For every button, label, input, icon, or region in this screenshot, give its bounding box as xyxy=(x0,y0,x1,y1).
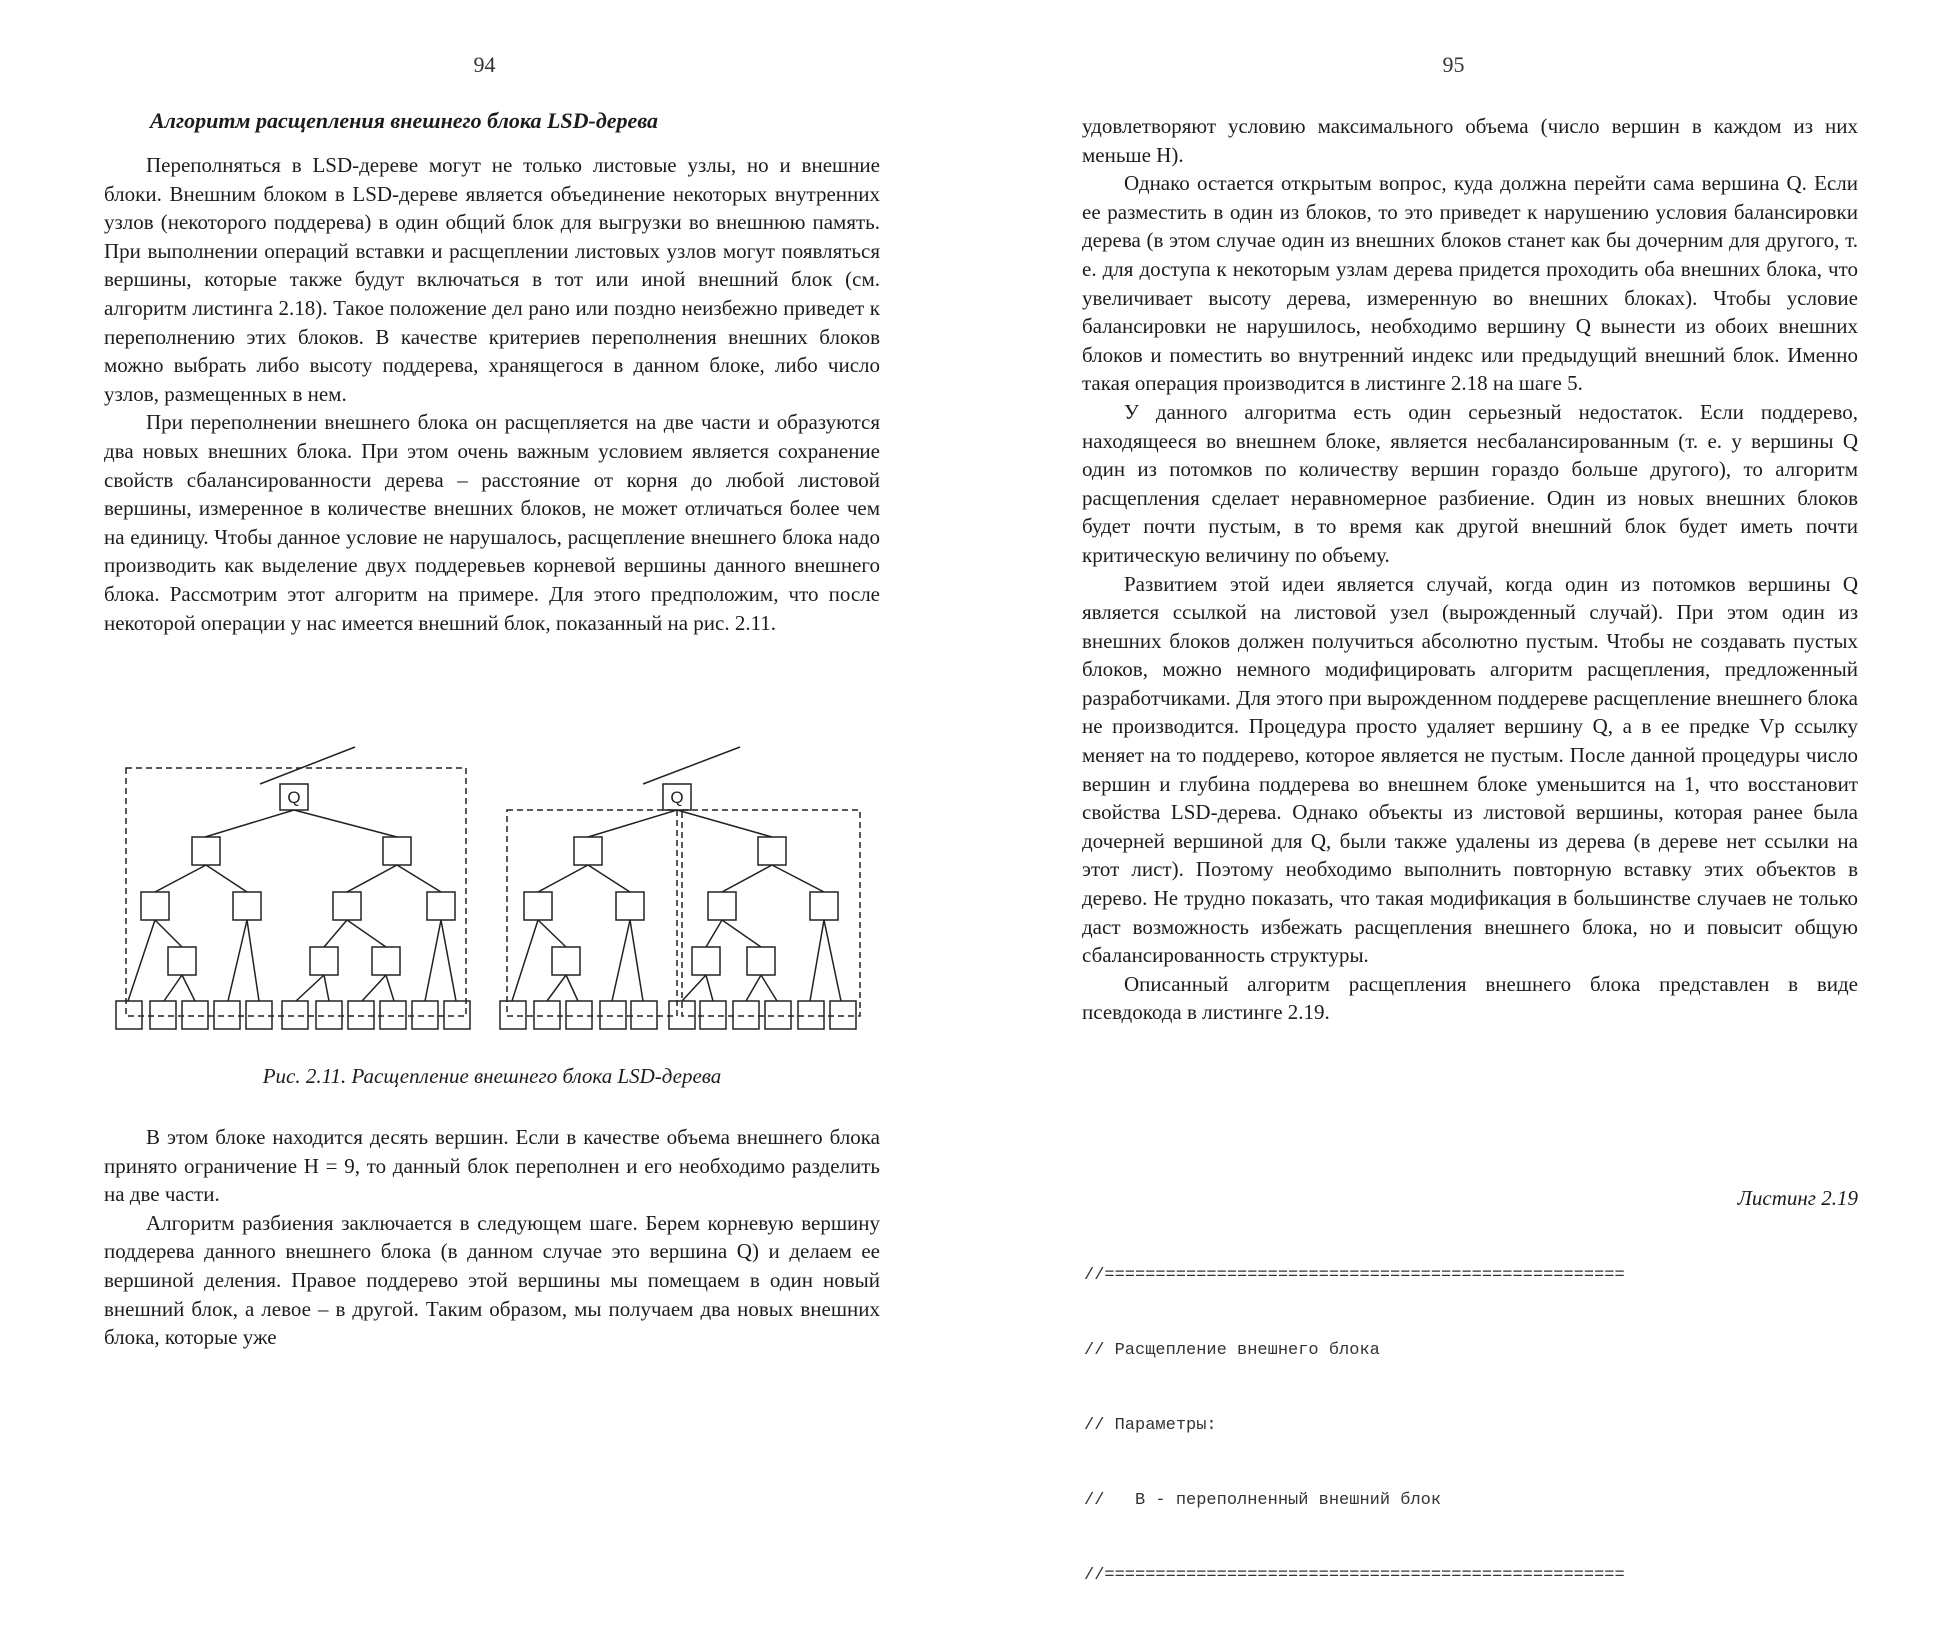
paragraph: Развитием этой идеи является случай, когда один из потомков вершины Q является ссылкой на листовой узел (вырожденный случай). При этом один из внешних блоков должен получиться абсолютно пустым. Чтобы не создавать пустых блоков, можно немного модифицировать алгоритм расщепления, предложенный разработчиками. Для этого при вырожденном поддереве расщепление внешнего блока не производится. Процедура просто удаляет вершину Q, а в ее предке Vp ссылку меняет на то поддерево, которое является не пустым. После данной процедуры число вершин и глубина поддерева во внешнем блоке уменьшится на 1, что восстановит свойства LSD-дерева. Однако объекты из листовой вершины, которая ранее была дочерней вершиной для Q, были также удалены из дерева (в дереве нет ссылки на этот лист). Поэтому необходимо выполнить повторную вставку этих объектов в дерево. Не трудно показать, что такая модификация в большинстве случаев не только даст возможность избежать расщепления внешнего блока, но и повысит общую сбалансированность структуры. xyxy=(1082,571,1858,968)
code-listing xyxy=(1084,1213,1844,1638)
code-line: //=================================================== xyxy=(1084,1566,1625,1585)
listing-label: Листинг 2.19 xyxy=(1737,1186,1858,1210)
right-text xyxy=(1082,112,1858,1027)
paragraph: Переполняться в LSD-дереве могут не только листовые узлы, но и внешние блоки. Внешним блоком в LSD-дереве является объединение некоторых внутренних узлов (некоторого поддерева) в один общий блок для выгрузки во внешнюю память. При выполнении операций вставки и расщеплении листовых узлов могут появляться вершины, которые также будут включаться в тот или иной внешний блок (см. алгоритм листинга 2.18). Такое положение дел рано или поздно неизбежно приведет к переполнению этих блоков. В качестве критериев переполнения внешних блоков можно выбрать либо высоту поддерева, хранящегося в данном блоке, либо число узлов, размещенных в нем. xyxy=(104,153,880,406)
code-line: // B - переполненный внешний блок xyxy=(1084,1491,1442,1510)
figure-lsd-tree-split xyxy=(110,742,872,1042)
code-line: // Расщепление внешнего блока xyxy=(1084,1341,1380,1360)
root-label-left: Q xyxy=(287,788,301,807)
figure-caption: Рис. 2.11. Расщепление внешнего блока LSD-дерева xyxy=(262,1064,722,1088)
page-number-left: 94 xyxy=(473,52,496,77)
code-line: //=================================================== xyxy=(1084,1266,1625,1285)
paragraph: удовлетворяют условию максимального объема (число вершин в каждом из них меньше H). xyxy=(1082,114,1858,167)
paragraph: Однако остается открытым вопрос, куда должна перейти сама вершина Q. Если ее разместить в один из блоков, то это приведет к нарушению условия балансировки дерева (в этом случае один из внешних блоков станет как бы дочерним для другого, т. е. для доступа к некоторым узлам дерева придется проходить оба внешних блока, что увеличивает высоту дерева, измеренную во внешних блоках). Чтобы условие балансировки не нарушилось, необходимо вершину Q вынести из обоих внешних блоков и поместить во внутренний индекс или предыдущий внешний блок. Именно такая операция производится в листинге 2.18 на шаге 5. xyxy=(1082,171,1858,396)
page-number-right: 95 xyxy=(1442,52,1465,77)
incoming-arrow xyxy=(260,747,355,784)
paragraph: Алгоритм разбиения заключается в следующем шаге. Берем корневую вершину поддерева данного внешнего блока (в данном случае это вершина Q) и делаем ее вершиной деления. Правое поддерево этой вершины мы помещаем в один новый внешний блок, а левое – в другой. Таким образом, мы получаем два новых внешних блока, которые уже xyxy=(104,1210,880,1350)
paragraph: У данного алгоритма есть один серьезный недостаток. Если поддерево, находящееся во внешнем блоке, является несбалансированным (т. е. у вершины Q один из потомков по количеству вершин гораздо больше другого), то алгоритм расщепления сделает неравномерное разбиение. Один из новых внешних блоков будет почти пустым, в то время как другой внешний блок будет иметь почти критическую величину по объему. xyxy=(1082,399,1858,567)
right-page xyxy=(969,0,1938,1585)
section-heading: Алгоритм расщепления внешнего блока LSD-дерева xyxy=(150,108,658,133)
left-page xyxy=(0,0,969,1439)
paragraph: При переполнении внешнего блока он расщепляется на две части и образуются два новых внешних блока. При этом очень важным условием является сохранение свойств сбалансированности дерева – расстояние от корня до любой листовой вершины, измеренное в количестве внешних блоков, не может отличаться более чем на единицу. Чтобы данное условие не нарушалось, расщепление внешнего блока надо производить как выделение двух поддеревьев корневой вершины данного внешнего блока. Рассмотрим этот алгоритм на примере. Для этого предположим, что после некоторой операции у нас имеется внешний блок, показанный на рис. 2.11. xyxy=(104,410,880,635)
code-line: // Параметры: xyxy=(1084,1416,1217,1435)
root-label-right: Q xyxy=(670,788,684,807)
paragraph: Описанный алгоритм расщепления внешнего блока представлен в виде псевдокода в листинге 2.19. xyxy=(1082,971,1858,1025)
left-text-top xyxy=(104,151,880,637)
left-text-bottom xyxy=(104,1123,880,1352)
paragraph: В этом блоке находится десять вершин. Если в качестве объема внешнего блока принято ограничение H = 9, то данный блок переполнен и его необходимо разделить на две части. xyxy=(104,1125,880,1207)
